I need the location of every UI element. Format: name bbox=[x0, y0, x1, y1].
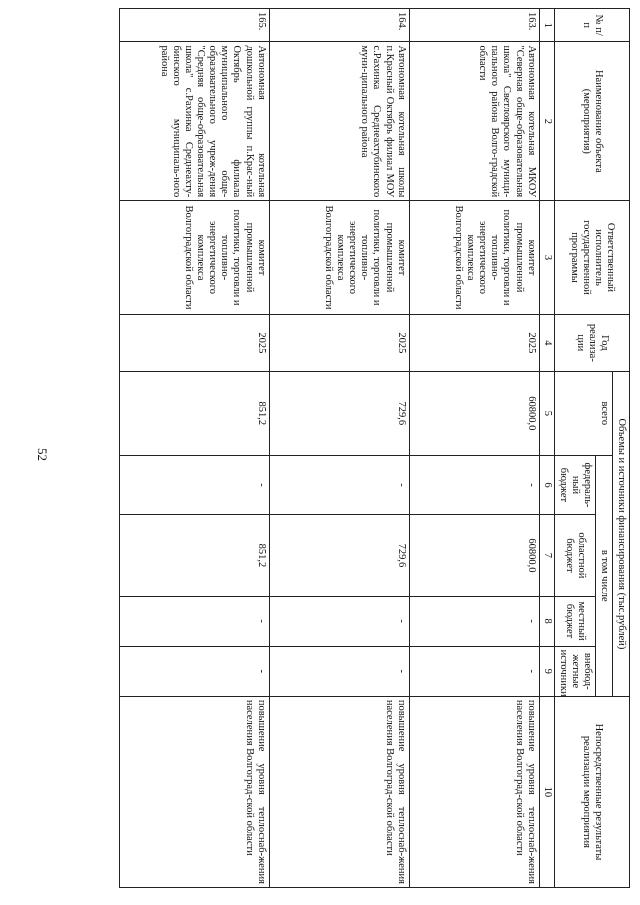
header-year: Год реализа-ции bbox=[554, 314, 629, 371]
funding-table bbox=[119, 8, 630, 888]
table-row bbox=[119, 9, 269, 888]
row-year: 2025 bbox=[409, 314, 539, 371]
col-number: 3 bbox=[539, 201, 554, 314]
row-regional: 851,2 bbox=[119, 515, 269, 596]
col-number: 8 bbox=[539, 596, 554, 646]
header-results: Непосредственные результаты реализации мероприятия bbox=[554, 696, 629, 887]
header-executor: Ответственный исполнитель государственной программы bbox=[554, 201, 629, 314]
col-number: 1 bbox=[539, 9, 554, 42]
row-federal: - bbox=[269, 455, 409, 515]
row-federal: - bbox=[409, 455, 539, 515]
row-result: повышение уровня теплоснаб-жения населения Волгоград-ской области bbox=[269, 696, 409, 887]
table-row bbox=[409, 9, 539, 888]
header-extra: внебюд-жетные источники bbox=[554, 646, 595, 696]
col-number: 9 bbox=[539, 646, 554, 696]
row-local: - bbox=[409, 596, 539, 646]
row-year: 2025 bbox=[269, 314, 409, 371]
row-total: 851,2 bbox=[119, 372, 269, 456]
col-number: 6 bbox=[539, 455, 554, 515]
row-executor: комитет промышленной политики, торговли и топливно-энергетического комплекса Волгоградской области bbox=[119, 201, 269, 314]
row-local: - bbox=[269, 596, 409, 646]
row-object-name: Автономная котельная дошкольной группы п.Крас-ный Октябрь филиала муниципального обще-образовательного учреж-дения "Средняя обще-образовательная школа" с.Рахинка Среднеахту-бинского муниципаль-ного района bbox=[119, 42, 269, 201]
row-extra: - bbox=[269, 646, 409, 696]
header-funding-group: Объемы и источники финансирования (тыс.рублей) bbox=[612, 372, 629, 697]
row-object-name: Автономная котельная МКОУ "Северная обще-образовательная школа" Светлоярского муници-пального района Волго-градской области bbox=[409, 42, 539, 201]
header-regional: областной бюджет bbox=[554, 515, 595, 596]
row-num: 165. bbox=[119, 9, 269, 42]
row-total: 60800,0 bbox=[409, 372, 539, 456]
row-executor: комитет промышленной политики, торговли и топливно-энергетического комплекса Волгоградской области bbox=[409, 201, 539, 314]
row-num: 164. bbox=[269, 9, 409, 42]
row-federal: - bbox=[119, 455, 269, 515]
page-number: 52 bbox=[35, 448, 50, 461]
row-num: 163. bbox=[409, 9, 539, 42]
header-federal: федераль-ный бюджет bbox=[554, 455, 595, 515]
header-num: № п/п bbox=[554, 9, 629, 42]
row-object-name: Автономная котельная школы п.Красный Октябрь филиал МОУ с.Рахинка Среднеахтубинского муни-ципального района bbox=[269, 42, 409, 201]
row-regional: 60800,0 bbox=[409, 515, 539, 596]
row-executor: комитет промышленной политики, торговли и топливно-энергетического комплекса Волгоградской области bbox=[269, 201, 409, 314]
row-result: повышение уровня теплоснаб-жения населения Волгоград-ской области bbox=[119, 696, 269, 887]
row-result: повышение уровня теплоснаб-жения населения Волгоград-ской области bbox=[409, 696, 539, 887]
rotated-table-frame bbox=[70, 8, 630, 888]
header-local: местный бюджет bbox=[554, 596, 595, 646]
table-row bbox=[269, 9, 409, 888]
col-number: 2 bbox=[539, 42, 554, 201]
row-year: 2025 bbox=[119, 314, 269, 371]
row-total: 729,6 bbox=[269, 372, 409, 456]
row-extra: - bbox=[409, 646, 539, 696]
col-number: 4 bbox=[539, 314, 554, 371]
col-number: 7 bbox=[539, 515, 554, 596]
header-including: в том числе bbox=[595, 455, 612, 696]
col-number: 5 bbox=[539, 372, 554, 456]
header-object-name: Наименование объекта (мероприятия) bbox=[554, 42, 629, 201]
header-total: всего bbox=[554, 372, 612, 456]
row-regional: 729,6 bbox=[269, 515, 409, 596]
row-local: - bbox=[119, 596, 269, 646]
row-extra: - bbox=[119, 646, 269, 696]
col-number: 10 bbox=[539, 696, 554, 887]
